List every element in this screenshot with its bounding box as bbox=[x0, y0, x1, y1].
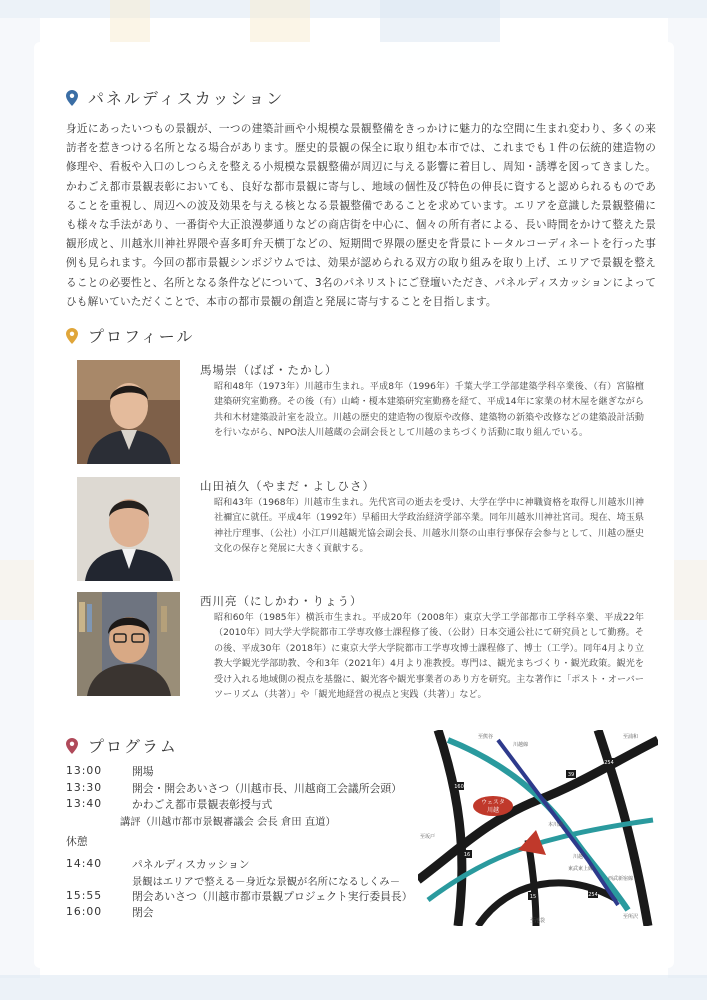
program-item: 13:00 開場 bbox=[66, 764, 154, 778]
svg-text:川越: 川越 bbox=[486, 807, 500, 814]
program-subitem: 景観はエリアで整える－身近な景観が名所になるしくみ－ bbox=[132, 876, 401, 888]
program-subitem: 講評（川越市都市景観審議会 会長 倉田 直道） bbox=[120, 816, 336, 828]
profile-heading bbox=[66, 324, 194, 347]
panelist-bio-baba: 昭和48年（1973年）川越市生まれ。平成8年（1996年）千葉大学工学部建築学科卒業後、（有）宮脇檀建築研究室勤務。その後（有）山崎・榎本建築研究室勤務を経て、平成14年に家業の材木屋を継ぎながら共和木材建築設計室を設立。川越の歴史的建造物の復原や改修、建築物の新築や改修などの建築設計活動を行いながら、NPO法人川越蔵の会副会長として川越のまちづくり活動に取り組んでいる。 bbox=[214, 382, 644, 439]
map-pin-icon bbox=[66, 738, 78, 754]
map-place-label: 至坂戸 bbox=[420, 834, 436, 840]
route-marker: 160 bbox=[454, 784, 464, 790]
route-marker: 39 bbox=[567, 772, 575, 778]
panelist-name-nishikawa: 西川亮（にしかわ・りょう） bbox=[200, 594, 363, 608]
route-marker: 254 bbox=[604, 760, 614, 766]
profile-title: プロフィール bbox=[88, 327, 195, 346]
map-place-label: 川越 bbox=[573, 854, 584, 860]
panel-title: パネルディスカッション bbox=[88, 89, 285, 108]
map-place-label: 東武東上線 bbox=[568, 866, 594, 872]
panelist-name-yamada: 山田禎久（やまだ・よしひさ） bbox=[200, 479, 375, 493]
program-item: 13:40 かわごえ都市景観表彰授与式 bbox=[66, 797, 273, 811]
panelist-photo-yamada bbox=[77, 477, 180, 581]
panelist-photo-baba bbox=[77, 360, 180, 464]
panelist-photo-nishikawa bbox=[77, 592, 180, 696]
panelist-bio-nishikawa: 昭和60年（1985年）横浜市生まれ。平成20年（2008年）東京大学工学部都市工学科卒業、平成22年（2010年）同大学大学院都市工学専攻修士課程修了後、（公財）日本交通公社にて研究員として勤務。その後、平成30年（2018年）に東京大学大学院都市工学専攻博士課程修了、博士（工学）。同年4月より立教大学観光学部助教、令和3年（2021年）4月より准教授。専門は、観光まちづくり・観光政策。観光を受け入れる地域側の視点を基盤に、観光客や観光事業者のあり方を研究。主な著作に「ポスト・オーバーツーリズム（共著）」や「観光地経営の視点と実践（共著）」など。 bbox=[214, 613, 644, 701]
panelist-bio-yamada: 昭和43年（1968年）川越市生まれ。先代宮司の逝去を受け、大学在学中に神職資格を取得し川越氷川神社禰宜に就任。平成4年（1992年）早稲田大学政治経済学部卒業。同年川越氷川神社宮司。現在、埼玉県神社庁理事、（公社）小江戸川越観光協会副会長、川越氷川祭の山車行事保存会参与として、川越の歴史文化の保存と発展に大きく貢献する。 bbox=[214, 498, 644, 555]
map-place-label: 西武新宿線 bbox=[608, 876, 634, 882]
panel-heading bbox=[66, 86, 284, 109]
route-marker: 15 bbox=[529, 894, 537, 900]
panel-description: 身近にあったいつもの景観が、一つの建築計画や小規模な景観整備をきっかけに魅力的な空間に生まれ変わり、多くの来訪者を惹きつける名所となる場合があります。歴史的景観の保全に取り組む本市では、これまでも１件の伝統的建造物の修理や、看板や入口のしつらえを整える小規模な景観整備が周辺に与える影響に着目し、周知・誘導を図ってきました。かわごえ都市景観表彰においても、良好な都市景観に寄与し、地域の個性及び特色の伸長に資すると認められるものであることを重視し、周辺への波及効果を与える核となる景観整備であることを求めています。エリアを意識した景観整備にも様々な手法があり、一番街や大正浪漫夢通りなどの商店街を中心に、個々の所有者による、長い時間をかけて整えた景観形成と、川越氷川神社界隈や喜多町弁天横丁などの、短期間で界隈の歴史を背景にトータルコーディネートを行った事例も見られます。今回の都市景観シンポジウムでは、効果が認められる双方の取り組みを取り上げ、エリアで景観を整えることの必要性と、名所となる条件などについて、3名のパネリストにご登壇いただき、パネルディスカッションによってひも解いていただくことで、本市の都市景観の創造と発展に寄与することを目指します。 bbox=[66, 123, 656, 308]
route-marker: 254 bbox=[588, 892, 598, 898]
map-place-label: 至所沢 bbox=[623, 914, 639, 920]
program-item: 13:30 開会・開会あいさつ（川越市長、川越商工会議所会頭） bbox=[66, 781, 402, 795]
program-item: 14:40 パネルディスカッション bbox=[66, 857, 250, 871]
background-stripe bbox=[0, 975, 707, 1000]
access-map bbox=[418, 730, 658, 926]
route-marker: 16 bbox=[463, 852, 471, 858]
map-place-label: 至浦和 bbox=[623, 734, 639, 740]
map-place-label: 至池袋 bbox=[530, 918, 546, 924]
map-pin-icon bbox=[66, 328, 78, 344]
map-place-label: 川越線 bbox=[513, 742, 529, 748]
map-pin-icon bbox=[66, 90, 78, 106]
program-heading bbox=[66, 734, 178, 757]
program-title: プログラム bbox=[88, 737, 178, 756]
map-place-label: 本川越 bbox=[548, 822, 564, 828]
program-break: 休憩 bbox=[66, 835, 88, 848]
program-item: 15:55 閉会あいさつ（川越市都市景観プロジェクト実行委員長） bbox=[66, 889, 413, 903]
program-item: 16:00 閉会 bbox=[66, 905, 154, 919]
venue-label: ウェスタ bbox=[481, 799, 505, 806]
background-stripe bbox=[0, 0, 707, 18]
panelist-name-baba: 馬場崇（ばば・たかし） bbox=[200, 363, 338, 377]
map-place-label: 至熊谷 bbox=[478, 734, 494, 740]
